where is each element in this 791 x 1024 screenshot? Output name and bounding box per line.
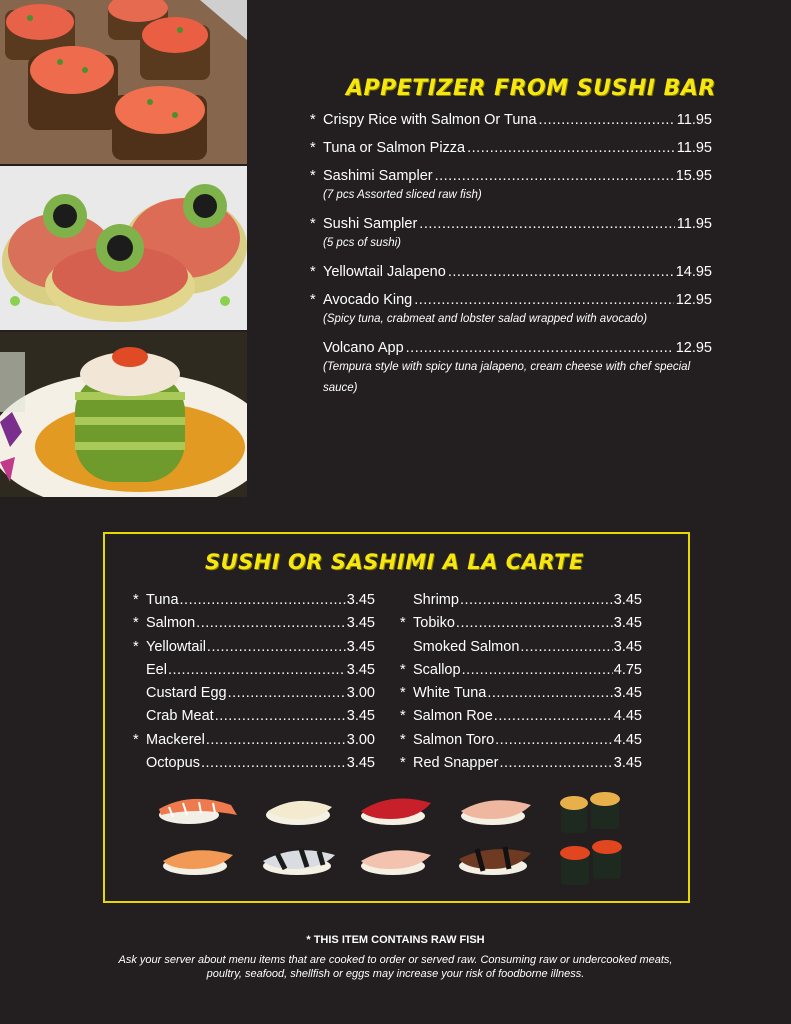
a-la-carte-price: 3.45 xyxy=(346,638,375,655)
a-la-carte-item xyxy=(400,659,642,682)
raw-fish-star: * xyxy=(133,638,139,655)
appetizer-row xyxy=(310,138,712,158)
mackerel-sushi-image xyxy=(257,839,339,879)
food-safety-disclaimer xyxy=(0,953,791,981)
dot-leader xyxy=(448,262,674,282)
a-la-carte-price: 3.45 xyxy=(346,592,375,608)
a-la-carte-item xyxy=(133,589,375,612)
dot-leader xyxy=(228,682,346,705)
a-la-carte-price: 3.45 xyxy=(613,638,642,655)
tuna-pizza-photo xyxy=(0,166,247,330)
a-la-carte-left-column xyxy=(133,589,375,775)
appetizer-heading: APPETIZER FROM SUSHI BAR xyxy=(346,76,716,101)
appetizer-name: Sushi Sampler xyxy=(323,216,418,232)
appetizer-description: (5 pcs of sushi) xyxy=(323,237,401,249)
dot-leader xyxy=(520,636,612,659)
shrimp-sushi-image xyxy=(151,789,241,829)
dot-leader xyxy=(196,612,346,635)
a-la-carte-item xyxy=(133,659,375,682)
appetizer-item xyxy=(310,338,712,399)
a-la-carte-item xyxy=(133,729,375,752)
dot-leader xyxy=(435,166,674,186)
dot-leader xyxy=(487,682,612,705)
raw-fish-star: * xyxy=(310,264,316,280)
a-la-carte-name: Salmon Roe xyxy=(413,708,493,725)
disclaimer-line-1: Ask your server about menu items that are cooked to order or served raw. Consuming raw or undercooked meats, xyxy=(118,954,673,966)
dot-leader xyxy=(207,636,346,659)
a-la-carte-price: 4.45 xyxy=(613,731,642,748)
raw-fish-star: * xyxy=(310,216,316,232)
a-la-carte-item xyxy=(400,589,642,612)
appetizer-row xyxy=(310,290,712,310)
a-la-carte-price: 3.45 xyxy=(613,755,642,772)
a-la-carte-price: 4.75 xyxy=(613,661,642,678)
a-la-carte-price: 4.45 xyxy=(613,708,642,725)
appetizer-description: (7 pcs Assorted sliced raw fish) xyxy=(323,189,482,201)
dot-leader xyxy=(467,138,675,158)
appetizer-name: Crispy Rice with Salmon Or Tuna xyxy=(323,112,537,128)
a-la-carte-price: 3.45 xyxy=(613,685,642,702)
a-la-carte-price: 3.45 xyxy=(346,661,375,678)
appetizer-price: 12.95 xyxy=(675,292,712,308)
a-la-carte-name: Eel xyxy=(146,661,167,678)
photo-column xyxy=(0,0,247,497)
dot-leader xyxy=(456,612,613,635)
a-la-carte-heading: SUSHI OR SASHIMI A LA CARTE xyxy=(205,550,584,574)
a-la-carte-box xyxy=(103,532,690,903)
raw-fish-star: * xyxy=(400,755,406,772)
red-snapper-sushi-image xyxy=(355,839,435,879)
a-la-carte-name: Shrimp xyxy=(413,592,459,608)
dot-leader xyxy=(414,290,673,310)
appetizer-item xyxy=(310,214,712,254)
a-la-carte-item xyxy=(133,752,375,775)
a-la-carte-name: Scallop xyxy=(413,661,461,678)
dot-leader xyxy=(494,705,613,728)
a-la-carte-item xyxy=(133,682,375,705)
a-la-carte-name: Red Snapper xyxy=(413,755,499,772)
crispy-rice-photo xyxy=(0,0,247,164)
appetizer-item xyxy=(310,166,712,206)
raw-fish-star: * xyxy=(310,112,316,128)
a-la-carte-item xyxy=(400,612,642,635)
a-la-carte-item xyxy=(133,705,375,728)
a-la-carte-item xyxy=(400,729,642,752)
salmon-toro-sushi-image xyxy=(455,789,535,829)
dot-leader xyxy=(206,729,346,752)
tuna-sushi-image xyxy=(355,789,435,829)
a-la-carte-name: Salmon xyxy=(146,615,196,632)
eel-sushi-image xyxy=(453,839,535,879)
appetizer-row xyxy=(310,166,712,186)
raw-fish-star: * xyxy=(400,731,406,748)
a-la-carte-price: 3.45 xyxy=(613,592,642,608)
uni-sushi-image xyxy=(555,789,625,837)
appetizer-description: (Tempura style with spicy tuna jalapeno, cream cheese with chef special sauce) xyxy=(323,361,691,394)
dot-leader xyxy=(201,752,346,775)
dot-leader xyxy=(419,214,674,234)
appetizer-row xyxy=(310,338,712,358)
appetizer-item xyxy=(310,262,712,282)
appetizer-name: Tuna or Salmon Pizza xyxy=(323,140,466,156)
a-la-carte-name: Yellowtail xyxy=(146,638,206,655)
a-la-carte-item xyxy=(133,636,375,659)
a-la-carte-item xyxy=(400,752,642,775)
dot-leader xyxy=(406,338,674,358)
salmon-sushi-image xyxy=(157,839,237,879)
appetizer-price: 14.95 xyxy=(675,264,712,280)
a-la-carte-price: 3.45 xyxy=(346,615,375,632)
raw-fish-star: * xyxy=(133,731,139,748)
dot-leader xyxy=(180,589,346,612)
salmon-roe-sushi-image xyxy=(555,839,627,889)
appetizer-row xyxy=(310,214,712,234)
raw-fish-star: * xyxy=(133,592,139,608)
a-la-carte-item xyxy=(400,636,642,659)
raw-fish-star: * xyxy=(400,615,406,632)
a-la-carte-name: Tuna xyxy=(146,592,179,608)
appetizer-price: 11.95 xyxy=(676,140,712,156)
appetizer-price: 11.95 xyxy=(676,216,712,232)
a-la-carte-name: Tobiko xyxy=(413,615,455,632)
disclaimer-line-2: poultry, seafood, shellfish or eggs may increase your risk of foodborne illness. xyxy=(206,968,585,980)
raw-fish-star: * xyxy=(400,708,406,725)
avocado-king-photo xyxy=(0,332,247,497)
a-la-carte-price: 3.00 xyxy=(346,685,375,702)
a-la-carte-item xyxy=(133,612,375,635)
a-la-carte-name: Salmon Toro xyxy=(413,731,495,748)
a-la-carte-item xyxy=(400,705,642,728)
appetizer-item xyxy=(310,290,712,330)
a-la-carte-price: 3.45 xyxy=(346,708,375,725)
a-la-carte-item xyxy=(400,682,642,705)
dot-leader xyxy=(462,659,613,682)
appetizer-description: (Spicy tuna, crabmeat and lobster salad wrapped with avocado) xyxy=(323,313,648,325)
a-la-carte-name: Custard Egg xyxy=(146,685,227,702)
dot-leader xyxy=(539,110,675,130)
raw-fish-star: * xyxy=(133,615,139,632)
a-la-carte-price: 3.45 xyxy=(613,615,642,632)
raw-fish-star: * xyxy=(310,168,316,184)
a-la-carte-price: 3.45 xyxy=(346,755,375,772)
a-la-carte-name: Smoked Salmon xyxy=(413,638,520,655)
dot-leader xyxy=(215,705,346,728)
raw-fish-star: * xyxy=(310,292,316,308)
dot-leader xyxy=(460,589,613,612)
appetizer-row xyxy=(310,262,712,282)
appetizer-name: Volcano App xyxy=(323,340,404,356)
dot-leader xyxy=(495,729,613,752)
appetizer-row xyxy=(310,110,712,130)
raw-fish-note: * THIS ITEM CONTAINS RAW FISH xyxy=(306,934,485,946)
appetizer-price: 11.95 xyxy=(676,112,712,128)
a-la-carte-name: Octopus xyxy=(146,755,200,772)
a-la-carte-name: Mackerel xyxy=(146,731,205,748)
appetizer-price: 12.95 xyxy=(675,340,712,356)
appetizer-item xyxy=(310,138,712,158)
a-la-carte-right-column xyxy=(400,589,642,775)
appetizer-name: Sashimi Sampler xyxy=(323,168,433,184)
a-la-carte-name: Crab Meat xyxy=(146,708,214,725)
raw-fish-star: * xyxy=(310,140,316,156)
appetizer-name: Yellowtail Jalapeno xyxy=(323,264,446,280)
dot-leader xyxy=(168,659,346,682)
raw-fish-star: * xyxy=(400,661,406,678)
scallop-sushi-image xyxy=(260,789,340,829)
appetizer-price: 15.95 xyxy=(675,168,712,184)
a-la-carte-name: White Tuna xyxy=(413,685,487,702)
a-la-carte-price: 3.00 xyxy=(346,731,375,748)
dot-leader xyxy=(499,752,612,775)
raw-fish-star: * xyxy=(400,685,406,702)
appetizer-name: Avocado King xyxy=(323,292,413,308)
appetizer-item xyxy=(310,110,712,130)
